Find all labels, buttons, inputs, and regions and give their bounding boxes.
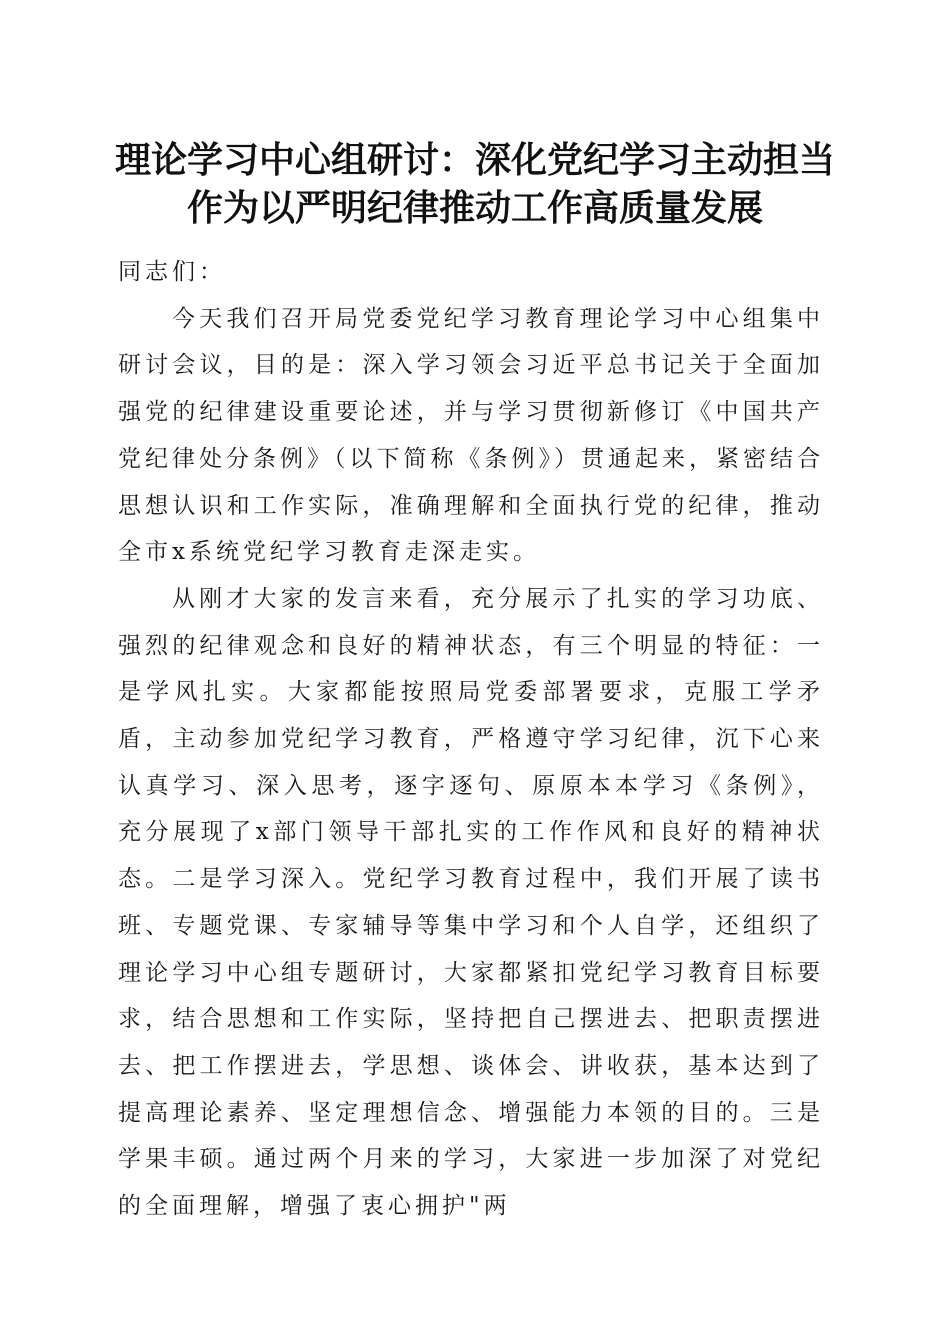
title-line-2: 作为以严明纪律推动工作高质量发展 (186, 187, 763, 229)
document-body (118, 249, 824, 1230)
title-line-1: 理论学习中心组研讨：深化党纪学习主动担当 (114, 139, 835, 181)
document-title (100, 136, 850, 232)
paragraph-2: 从刚才大家的发言来看，充分展示了扎实的学习功底、强烈的纪律观念和良好的精神状态，有三个明显的特征：一是学风扎实。大家都能按照局党委部署要求，克服工学矛盾，主动参加党纪学习教育，严格遵守学习纪律，沉下心来认真学习、深入思考，逐字逐句、原原本本学习《条例》，充分展现了x部门领导干部扎实的工作作风和良好的精神状态。二是学习深入。党纪学习教育过程中，我们开展了读书班、专题党课、专家辅导等集中学习和个人自学，还组织了理论学习中心组专题研讨，大家都紧扣党纪学习教育目标要求，结合思想和工作实际，坚持把自己摆进去、把职责摆进去、把工作摆进去，学思想、谈体会、讲收获，基本达到了提高理论素养、坚定理想信念、增强能力本领的目的。三是学果丰硕。通过两个月来的学习，大家进一步加深了对党纪的全面理解，增强了衷心拥护"两 (118, 585, 824, 1220)
salutation: 同志们： (118, 259, 226, 285)
paragraph-1: 今天我们召开局党委党纪学习教育理论学习中心组集中研讨会议，目的是：深入学习领会习近平总书记关于全面加强党的纪律建设重要论述，并与学习贯彻新修订《中国共产党纪律处分条例》（以下简称《条例》）贯通起来，紧密结合思想认识和工作实际，准确理解和全面执行党的纪律，推动全市x系统党纪学习教育走深走实。 (118, 305, 824, 566)
